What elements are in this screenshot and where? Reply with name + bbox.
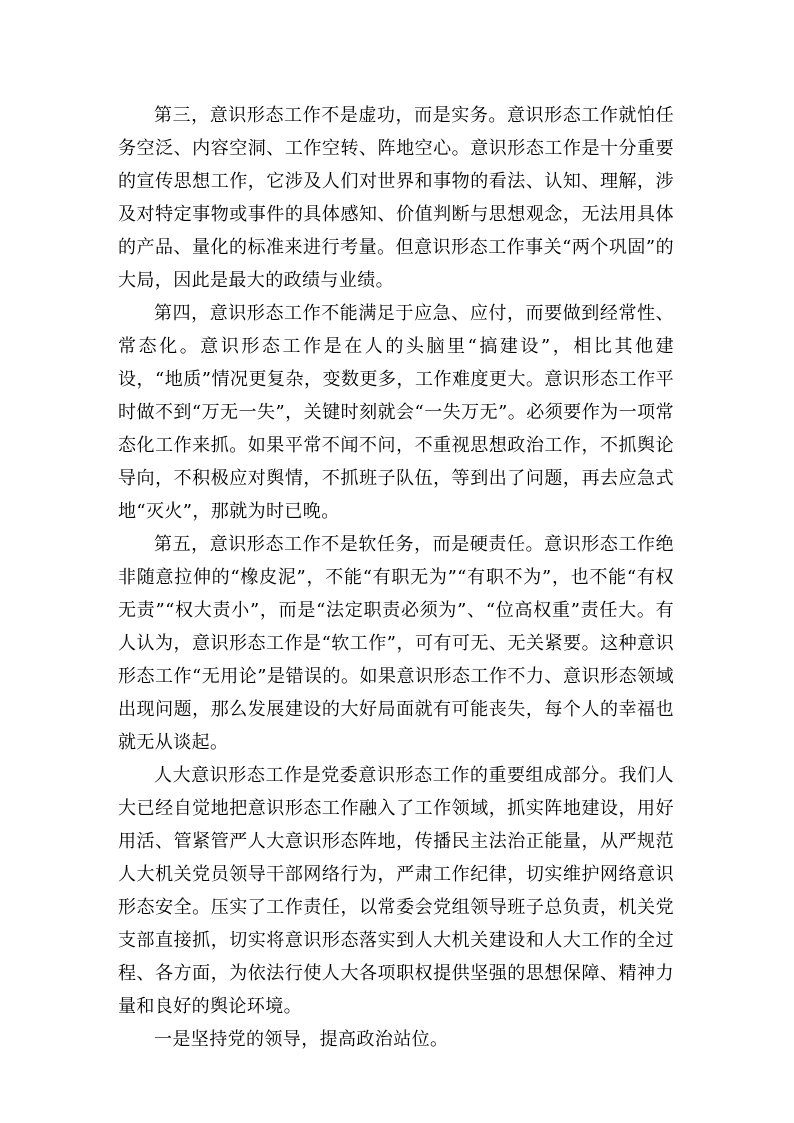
paragraph-fourth-point: 第四，意识形态工作不能满足于应急、应付，而要做到经常性、常态化。意识形态工作是在人的头脑里“搞建设”，相比其他建设，“地质”情况更复杂，变数更多，工作难度更大。意识形态工作平时做不到“万无一失”，关键时刻就会“一失万无”。必须要作为一项常态化工作来抓。如果平常不闻不问，不重视思想政治工作，不抓舆论导向，不积极应对舆情，不抓班子队伍，等到出了问题，再去应急式地“灭火”，那就为时已晚。: [118, 303, 674, 522]
document-body: [118, 99, 674, 1056]
paragraph-fifth-point: 第五，意识形态工作不是软任务，而是硬责任。意识形态工作绝非随意拉伸的“橡皮泥”，不能“有职无为”“有职不为”，也不能“有权无责”“权大责小”，而是“法定职责必须为”、“位高权重”责任大。有人认为，意识形态工作是“软工作”，可有可无、无关紧要。这种意识形态工作“无用论”是错误的。如果意识形态工作不力、意识形态领域出现问题，那么发展建设的大好局面就有可能丧失，每个人的幸福也就无从谈起。: [118, 534, 674, 753]
paragraph-npc-ideology-work: 人大意识形态工作是党委意识形态工作的重要组成部分。我们人大已经自觉地把意识形态工作融入了工作领域，抓实阵地建设，用好用活、管紧管严人大意识形态阵地，传播民主法治正能量，从严规范人大机关党员领导干部网络行为，严肃工作纪律，切实维护网络意识形态安全。压实了工作责任，以常委会党组领导班子总负责，机关党支部直接抓，切实将意识形态落实到人大机关建设和人大工作的全过程、各方面，为依法行使人大各项职权提供坚强的思想保障、精神力量和良好的舆论环境。: [118, 765, 674, 1017]
paragraph-first-measure: 一是坚持党的领导，提高政治站位。: [154, 1029, 449, 1050]
paragraph-third-point: 第三，意识形态工作不是虚功，而是实务。意识形态工作就怕任务空泛、内容空洞、工作空转、阵地空心。意识形态工作是十分重要的宣传思想工作，它涉及人们对世界和事物的看法、认知、理解，涉及对特定事物或事件的具体感知、价值判断与思想观念，无法用具体的产品、量化的标准来进行考量。但意识形态工作事关“两个巩固”的大局，因此是最大的政绩与业绩。: [118, 105, 674, 291]
